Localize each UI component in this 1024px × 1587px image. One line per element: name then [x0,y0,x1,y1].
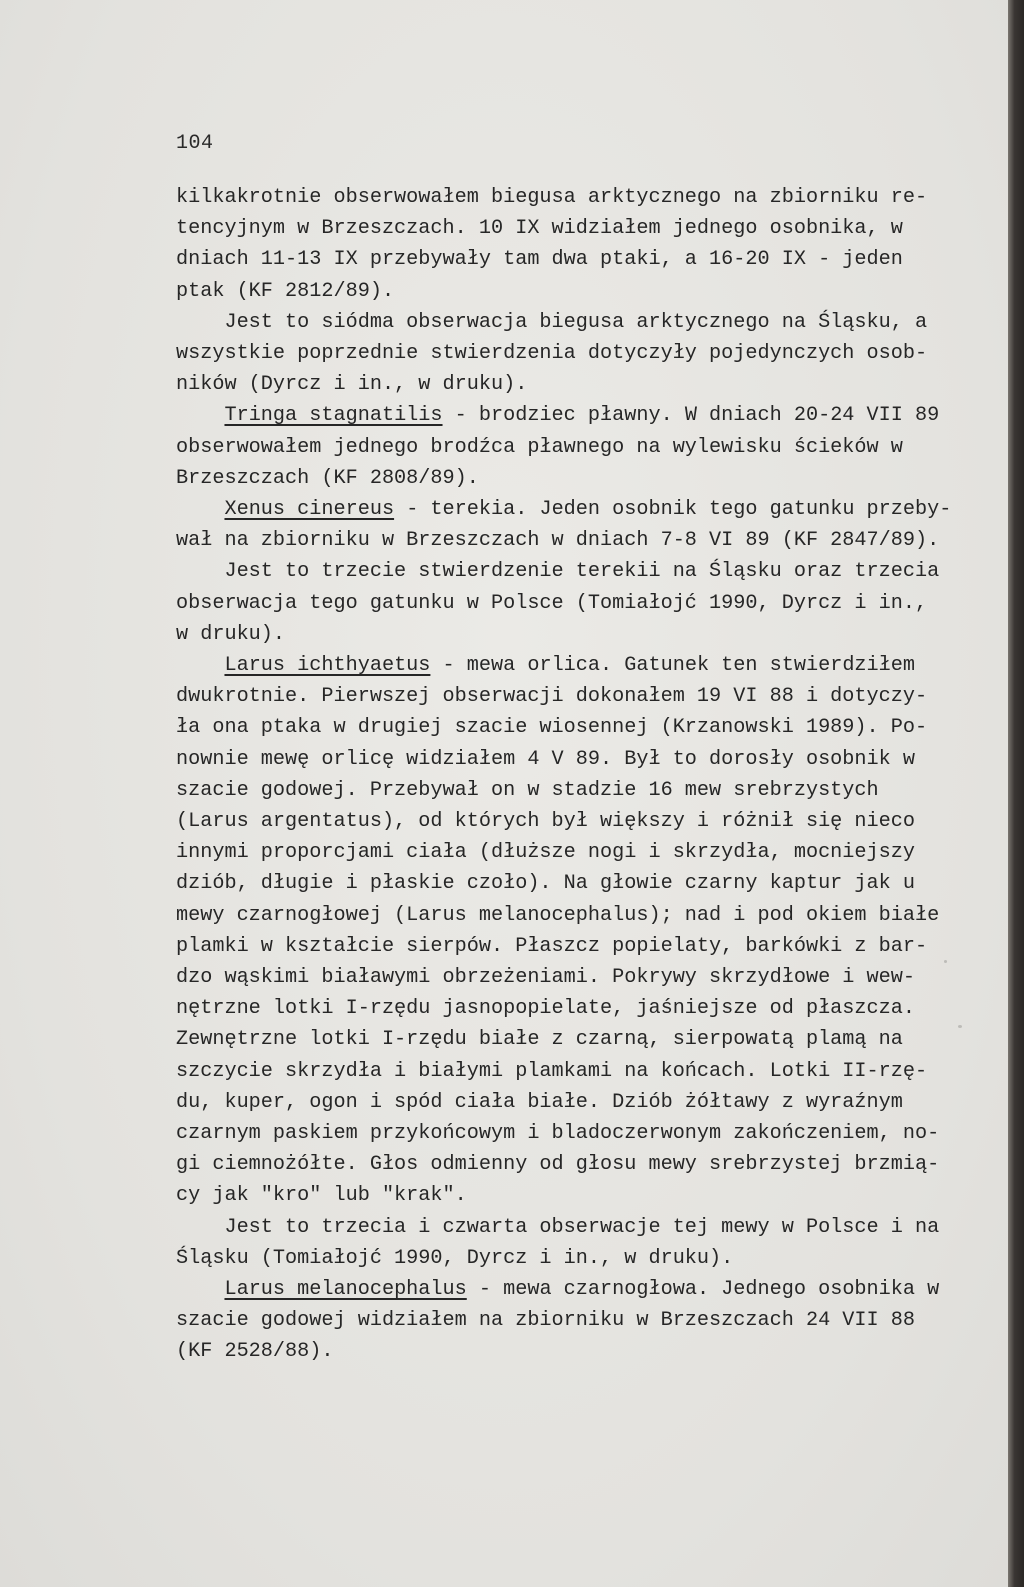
text-run: - brodziec pławny. W dniach 20-24 VII 89 [442,404,940,428]
text-line [176,404,939,428]
text-run: innymi proporcjami ciała (dłuższe nogi i skrzydła, mocniejszy [176,841,915,865]
text-run: cy jak "kro" lub "krak". [176,1184,467,1208]
text-run: Brzeszczach (KF 2808/89). [176,466,479,490]
text-line [176,1122,939,1146]
paper-speck [944,960,947,963]
text-run: Jest to trzecie stwierdzenie terekii na Śląsku oraz trzecia [176,560,940,584]
text-run: gi ciemnożółte. Głos odmienny od głosu mewy srebrzystej brzmią- [176,1153,940,1177]
text-run: - terekia. Jeden osobnik tego gatunku przeby- [394,498,952,521]
text-line [176,1278,939,1302]
text-line [176,280,394,304]
text-line [176,311,927,335]
text-run: nownie mewę orlicę widziałem 4 V 89. Był to dorosły osobnik w [176,747,915,771]
text-line [176,1091,903,1115]
text-run: dzo wąskimi białawymi obrzeżeniami. Pokrywy skrzydłowe i wew- [176,966,915,989]
text-line [176,1216,939,1240]
text-run: - mewa czarnogłowa. Jednego osobnika w [466,1278,940,1301]
text-line [176,623,285,647]
text-run [176,1278,224,1301]
text-run: (KF 2528/88). [176,1340,334,1364]
paper-speck [958,1025,962,1028]
text-line [176,529,939,553]
text-line [176,997,915,1021]
text-line [176,186,927,210]
species-name: Xenus cinereus [224,498,395,521]
text-run: (Larus argentatus), od których był większy i różnił się nieco [176,810,915,833]
text-line [176,342,927,366]
text-line [176,748,915,772]
text-run [176,654,224,677]
text-run: plamki w kształcie sierpów. Płaszcz popielaty, barkówki z bar- [176,934,928,958]
species-name: Tringa stagnatilis [224,404,443,428]
text-line [176,436,903,460]
text-run: szacie godowej. Przebywał on w stadzie 16 mew srebrzystych [176,778,879,802]
text-run: mewy czarnogłowej (Larus melanocephalus); nad i pod okiem białe [176,903,940,927]
text-run: du, kuper, ogon i spód ciała białe. Dziób żółtawy z wyraźnym [176,1090,903,1114]
text-line [176,841,915,865]
page-number: 104 [176,132,214,155]
text-run: czarnym paskiem przykońcowym i bladoczerwonym zakończeniem, no- [176,1122,940,1145]
text-line [176,1153,939,1177]
text-run: Zewnętrzne lotki I-rzędu białe z czarną, sierpowatą plamą na [176,1028,903,1052]
text-line [176,217,903,241]
text-run: ników (Dyrcz i in., w druku). [176,373,528,397]
text-run: kilkakrotnie obserwowałem biegusa arktycznego na zbiorniku re- [176,186,928,209]
text-line [176,904,939,928]
text-run: szacie godowej widziałem na zbiorniku w Brzeszczach 24 VII 88 [176,1309,915,1333]
text-run: wszystkie poprzednie stwierdzenia dotyczyły pojedynczych osob- [176,342,928,365]
text-line [176,654,915,678]
text-line [176,1184,467,1208]
text-run: Jest to trzecia i czwarta obserwacje tej mewy w Polsce i na [176,1215,940,1239]
text-run: Śląsku (Tomiałojć 1990, Dyrcz i in., w druku). [176,1246,734,1270]
text-run: Jest to siódma obserwacja biegusa arktycznego na Śląsku, a [176,310,928,334]
text-line [176,810,915,834]
text-run: - mewa orlica. Gatunek ten stwierdziłem [430,654,916,677]
text-line [176,373,527,397]
text-line [176,1028,903,1052]
text-run: w druku). [176,622,286,646]
text-line [176,685,927,709]
text-run [176,404,224,427]
text-line [176,498,951,522]
species-name: Larus melanocephalus [224,1278,467,1301]
text-line [176,1247,733,1271]
species-name: Larus ichthyaetus [224,654,431,677]
text-run: nętrzne lotki I-rzędu jasnopopielate, jaśniejsze od płaszcza. [176,997,915,1021]
text-run: wał na zbiorniku w Brzeszczach w dniach 7-8 VI 89 (KF 2847/89). [176,529,940,553]
scan-edge [1008,0,1024,1587]
text-line [176,560,939,584]
text-run [176,498,224,521]
text-run: dziób, długie i płaskie czoło). Na głowie czarny kaptur jak u [176,872,915,896]
text-line [176,966,915,990]
text-run: dwukrotnie. Pierwszej obserwacji dokonałem 19 VI 88 i dotyczy- [176,685,928,709]
text-line [176,872,915,896]
text-run: ła ona ptaka w drugiej szacie wiosennej (Krzanowski 1989). Po- [176,716,928,740]
text-run: ptak (KF 2812/89). [176,279,395,303]
text-line [176,716,927,740]
text-run: obserwacja tego gatunku w Polsce (Tomiałojć 1990, Dyrcz i in., [176,591,928,615]
text-run: tencyjnym w Brzeszczach. 10 IX widziałem jednego osobnika, w [176,217,903,241]
text-line [176,467,479,491]
text-run: dniach 11-13 IX przebywały tam dwa ptaki, a 16-20 IX - jeden [176,248,903,272]
text-line [176,1060,927,1084]
text-run: obserwowałem jednego brodźca pławnego na wylewisku ścieków w [176,435,903,459]
text-line [176,935,927,959]
text-line [176,779,879,803]
text-line [176,1309,915,1333]
text-line [176,248,903,272]
text-line [176,592,927,616]
text-run: szczycie skrzydła i białymi plamkami na końcach. Lotki II-rzę- [176,1059,928,1083]
text-line [176,1340,334,1364]
